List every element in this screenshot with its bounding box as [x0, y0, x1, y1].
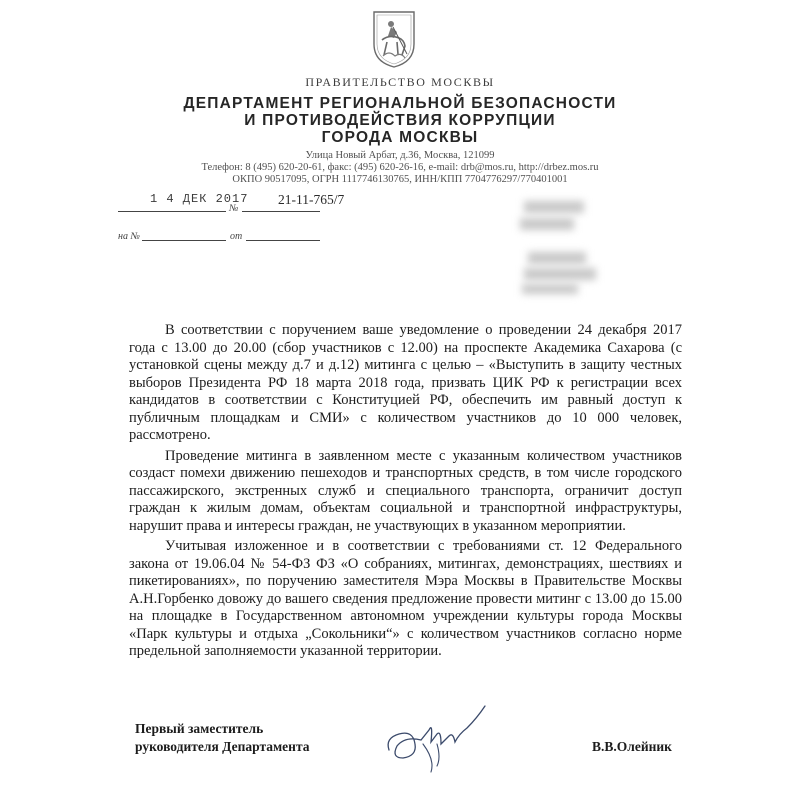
body-paragraph-1: В соответствии с поручением ваше уведомление о проведении 24 декабря 2017 года с 13.00 до 20.00 (сбор участников с 12.00) на проспекте Академика Сахарова (с установкой сцены между д.7 и д.12) митинга с целью – «Выступить в защиту честных выборов Президента РФ 18 марта 2018 года, призвать ЦИК РФ к регистрации всех кандидатов в соответствии с Конституцией РФ, обеспечить им равный доступ к публичным площадкам и СМИ» с количеством участников до 10 000 человек, рассмотрено.: [129, 322, 682, 443]
redacted-recipient-line1: [524, 201, 584, 213]
redacted-recipient-line5: [522, 284, 578, 294]
moscow-coat-of-arms-icon: [371, 10, 417, 68]
redacted-recipient-line3: [528, 252, 586, 264]
department-contacts: Телефон: 8 (495) 620-20-61, факс: (495) 620-26-16, e-mail: drb@mos.ru, http://drbez.mos.ru: [201, 162, 599, 173]
signer-title-line1: Первый заместитель: [135, 721, 264, 736]
incoming-number-line: [142, 240, 226, 241]
outgoing-number: 21-11-765/7: [278, 192, 345, 207]
government-name: ПРАВИТЕЛЬСТВО МОСКВЫ: [305, 75, 495, 89]
department-registration-codes: ОКПО 90517095, ОГРН 1117746130765, ИНН/КПП 7704776297/770401001: [232, 174, 568, 185]
department-name-line1: ДЕПАРТАМЕНТ РЕГИОНАЛЬНОЙ БЕЗОПАСНОСТИ: [183, 95, 617, 112]
department-name-line2: И ПРОТИВОДЕЙСТВИЯ КОРРУПЦИИ: [244, 112, 556, 129]
outgoing-date-line: [118, 211, 226, 212]
redacted-recipient-line4: [524, 268, 596, 280]
letter-body: [129, 322, 682, 664]
handwritten-signature: [375, 700, 505, 780]
incoming-number-label: на №: [118, 231, 140, 242]
outgoing-number-label: №: [229, 203, 239, 214]
incoming-date-line: [246, 240, 320, 241]
redacted-recipient-line2: [520, 218, 574, 230]
incoming-date-label: от: [230, 231, 243, 242]
body-paragraph-2: Проведение митинга в заявленном месте с указанным количеством участников создаст помехи движению пешеходов и транспортных средств, в том числе городского пассажирского, экстренных служб и специального транспорта, ограничит доступ граждан к жилым домам, объектам социальной и транспортной инфраструктуры, нарушит права и интересы граждан, не участвующих в указанном мероприятии.: [129, 447, 682, 534]
body-paragraph-3: Учитывая изложенное и в соответствии с требованиями ст. 12 Федерального закона от 19.06.04 № 54-ФЗ ФЗ «О собраниях, митингах, демонстрациях, шествиях и пикетированиях», по поручению заместителя Мэра Москвы в Правительстве Москвы А.Н.Горбенко довожу до вашего сведения предложение провести митинг с 13.00 до 15.00 на площадке в Государственном автономном учреждении культуры города Москвы «Парк культуры и отдыха „Сокольники“» с количеством участников согласно норме предельной заполняемости указанной территории.: [129, 538, 682, 659]
department-name-line3: ГОРОДА МОСКВЫ: [321, 129, 479, 146]
outgoing-number-line: [242, 211, 320, 212]
outgoing-date-stamp: 1 4 ДЕК 2017: [150, 192, 249, 206]
department-address: Улица Новый Арбат, д.36, Москва, 121099: [305, 150, 495, 161]
signer-title-line2: руководителя Департамента: [135, 739, 310, 754]
signer-name: В.В.Олейник: [592, 739, 672, 754]
